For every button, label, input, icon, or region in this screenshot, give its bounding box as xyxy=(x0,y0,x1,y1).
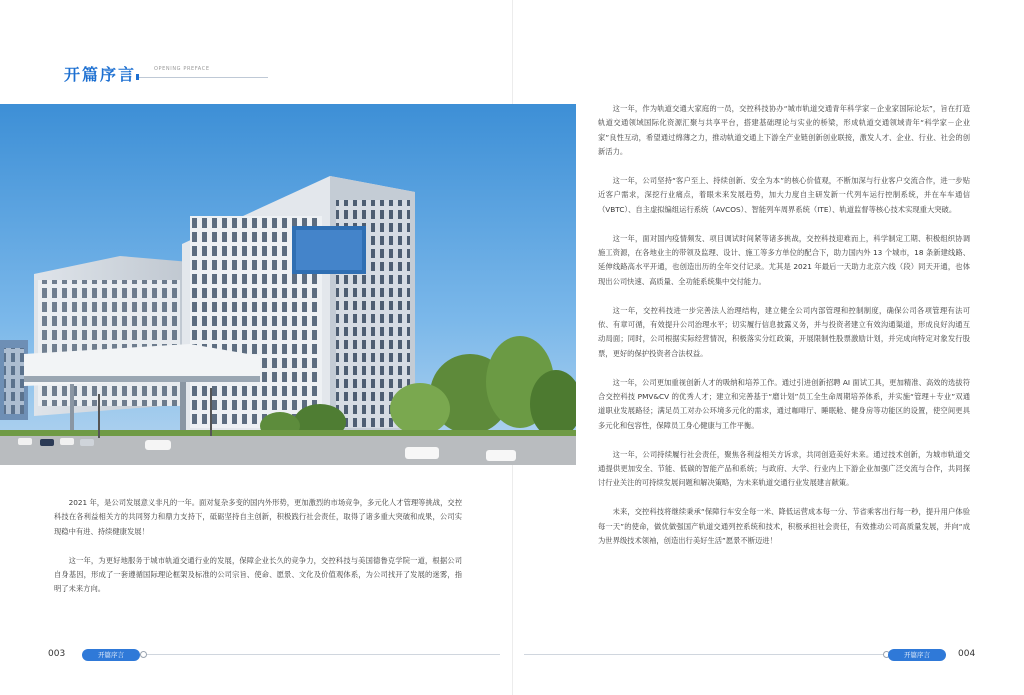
footer-tag-right: 开篇序言 xyxy=(888,649,946,661)
section-subtitle-en: OPENING PREFACE xyxy=(154,66,210,72)
paragraph: 这一年，交控科技进一步完善法人治理结构，建立健全公司内部管理和控制制度，确保公司各项管理有法可依、有章可循，有效提升公司治理水平；切实履行信息披露义务，并与投资者建立有效沟通渠道，形成良好沟通互动局面；同时，公司根据实际经营情况，积极落实分红政策，开展限制性股票激励计划，并完成向特定对象发行股票，更好的保护投资者合法权益。 xyxy=(598,305,970,358)
page-number-right: 004 xyxy=(958,649,976,659)
footer-rule-right xyxy=(524,654,888,655)
title-underline xyxy=(136,77,268,78)
paragraph: 这一年，作为轨道交通大家庭的一员，交控科技协办“城市轨道交通青年科学家－企业家国际论坛”，旨在打造轨道交通领域国际化资源汇聚与共享平台，搭建基础理论与实业的桥梁，形成轨道交通领域青年“科学家－企业家”良性互动，希望通过绵薄之力，推动轨道交通上下游全产业链创新创业联接，激发人才、企业、行业、社会的创新活力。 xyxy=(598,104,970,157)
title-accent-tick xyxy=(136,74,139,80)
paragraph: 未来，交控科技将继续秉承“保障行车安全每一米、降低运营成本每一分、节省乘客出行每一秒，提升用户体验每一天”的使命，做优做强国产轨道交通列控系统和技术，积极承担社会责任，有效推动公司高质量发展，并向“成为世界级技术领袖，创造出行美好生活”愿景不断迈进！ xyxy=(598,507,970,546)
right-column-text xyxy=(598,102,970,549)
paragraph: 2021 年，是公司发展意义非凡的一年。面对复杂多变的国内外形势，更加激烈的市场竞争，多元化人才管理等挑战，交控科技在各利益相关方的共同努力和鼎力支持下，砥砺坚持自主创新，积极践行社会责任，取得了诸多重大突破和成果，公司实现稳中有进、持续健康发展！ xyxy=(54,498,462,536)
footer-dot-left xyxy=(140,651,147,658)
footer-tag-left: 开篇序言 xyxy=(82,649,140,661)
paragraph: 这一年，公司持续履行社会责任，聚焦各利益相关方诉求，共同创造美好未来。通过技术创新，为城市轨道交通提供更加安全、节能、低碳的智能产品和系统；与政府、大学、行业内上下游企业加强广泛交流与合作，共同探讨行业关注的可持续发展问题和解决策略，为未来轨道交通行业发展建言献策。 xyxy=(598,449,970,488)
paragraph: 这一年，公司更加重视创新人才的吸纳和培养工作。通过引进创新招聘 AI 面试工具，更加精准、高效的选拔符合交控科技 PMV&CV 的优秀人才；建立和完善基于“磨计划”员工全生命周期培养体系，并实施“管理＋专业”双通道职业发展路径；满足员工对办公环境多元化的需求，通过咖啡厅、睡眠舱、健身房等功能区的设置，使空间更具多元化和包容性，保障员工身心健康与工作平衡。 xyxy=(598,377,970,430)
left-column-text xyxy=(54,496,462,597)
page-number-left: 003 xyxy=(48,649,66,659)
section-header xyxy=(64,62,214,86)
paragraph: 这一年，面对国内疫情频发、项目调试时间紧等诸多挑战，交控科技迎难而上，科学制定工期、积极组织协调施工资源，在各地业主的带领及监理、设计、施工等多方单位的配合下，助力国内外 13 个城市，18 条新建线路、延伸线路高水平开通，也创造出历的全年交付记录。尤其是 2021 年最后一天助力北京六线（段）同天开通，也体现出公司快速、高质量、全功能系统集中交付能力。 xyxy=(598,233,970,286)
building-photo xyxy=(0,104,576,465)
footer-rule-left xyxy=(140,654,500,655)
section-title: 开篇序言 xyxy=(64,65,137,84)
paragraph: 这一年，公司坚持“客户至上、持续创新、安全为本”的核心价值观，不断加深与行业客户交流合作，进一步贴近客户需求，深挖行业痛点，着眼未来发展趋势，加大力度自主研发新一代列车运行控制系统，并在车车通信（VBTC）、自主虚拟编组运行系统（AVCOS）、智能列车周界系统（ITE）、轨道监督等核心技术实现重大突破。 xyxy=(598,176,970,214)
paragraph: 这一年，为更好地服务于城市轨道交通行业的发展，保障企业长久的竞争力，交控科技与美国德鲁克学院一道，根据公司自身基因，形成了一套遵循国际理论框架及标准的公司宗旨、使命、愿景、文化及价值观体系，为公司找开了发展的迷雾，指明了未来方向。 xyxy=(54,555,462,594)
